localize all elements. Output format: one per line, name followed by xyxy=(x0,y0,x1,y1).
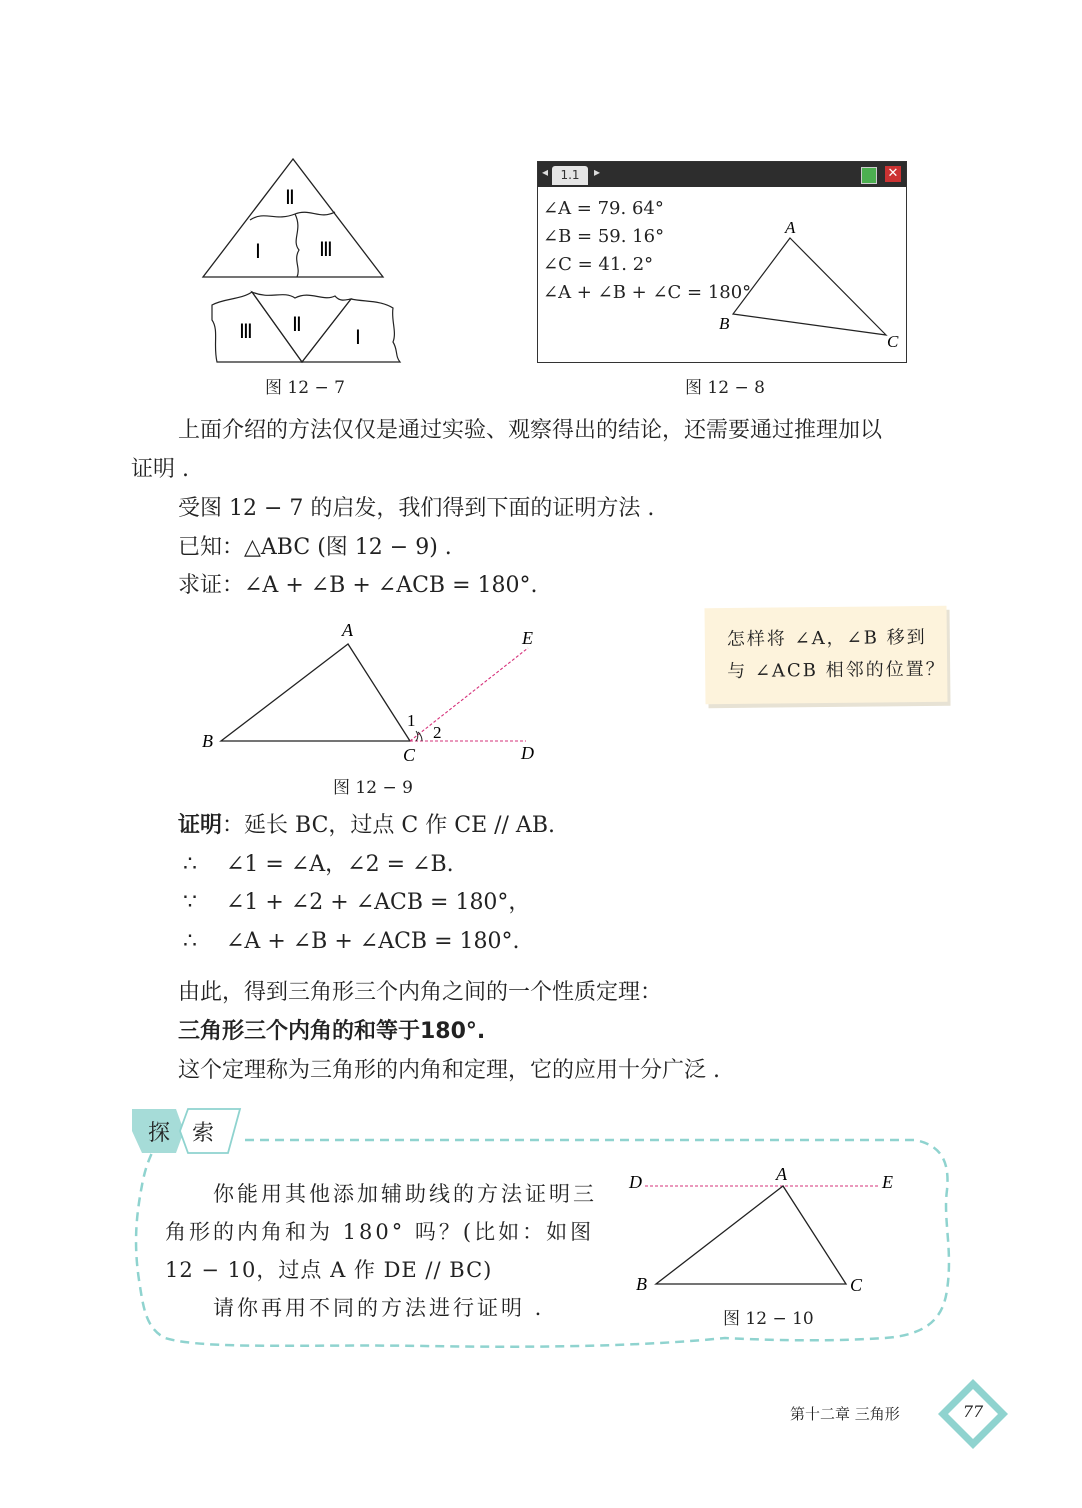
angle-label: 2 xyxy=(433,723,442,742)
tab-right-arrow-icon[interactable]: ▸ xyxy=(594,165,601,179)
figure-12-7 xyxy=(195,150,410,375)
paragraph-line: 证明 . xyxy=(131,457,189,482)
tear-line xyxy=(250,212,335,220)
page-number: 77 xyxy=(962,1402,984,1421)
explore-line: 12 − 10，过点 A 作 DE // BC) xyxy=(165,1258,493,1282)
piece-label: Ⅰ xyxy=(355,327,361,349)
note-line: 与 ∠ACB 相邻的位置？ xyxy=(727,658,946,683)
explore-tab-char: 索 xyxy=(192,1121,215,1146)
tab-left-arrow-icon[interactable]: ◂ xyxy=(542,165,549,179)
explore-line: 请你再用不同的方法进行证明 . xyxy=(213,1296,545,1320)
therefore-symbol: ∴ xyxy=(183,852,197,877)
calculator-screen xyxy=(537,161,907,363)
vertex-label: B xyxy=(719,314,730,333)
explore-line: 角形的内角和为 180° 吗？(比如：如图 xyxy=(165,1220,595,1244)
angle-label: 1 xyxy=(407,711,416,730)
proof-line: ∠1 + ∠2 + ∠ACB = 180°， xyxy=(226,890,531,915)
explore-tab-char: 探 xyxy=(148,1121,171,1146)
piece-label: Ⅱ xyxy=(285,187,295,209)
angle-sum: ∠A + ∠B + ∠C = 180° xyxy=(543,282,752,303)
figure-12-9 xyxy=(190,615,560,775)
proof-head-text: ：延长 BC，过点 C 作 CE // AB. xyxy=(222,813,555,838)
conclusion-intro: 由此，得到三角形三个内角之间的一个性质定理： xyxy=(178,980,663,1005)
piece-label: Ⅲ xyxy=(239,321,253,343)
vertex-label: C xyxy=(850,1275,863,1295)
hint-note xyxy=(705,606,948,705)
vertex-label: E xyxy=(882,1172,893,1192)
proof-line: ∠1 = ∠A，∠2 = ∠B. xyxy=(226,852,454,877)
tab-1-1[interactable]: 1.1 xyxy=(552,166,588,185)
chapter-footer: 第十二章 三角形 xyxy=(790,1405,900,1423)
tear-line xyxy=(295,214,299,277)
theorem-statement: 三角形三个内角的和等于180°. xyxy=(178,1019,486,1044)
vertex-label: A xyxy=(342,620,353,640)
figure-caption: 图 12 − 10 xyxy=(723,1309,814,1329)
piece-label: Ⅱ xyxy=(292,314,302,336)
figure-caption: 图 12 − 9 xyxy=(333,778,413,798)
figure-caption: 图 12 − 8 xyxy=(685,378,765,398)
vertex-label: A xyxy=(785,218,796,237)
piece-label: Ⅰ xyxy=(255,241,261,263)
therefore-symbol: ∴ xyxy=(183,929,197,954)
angle-measure: ∠A = 79. 64° xyxy=(543,198,664,219)
vertex-label: C xyxy=(403,745,416,765)
vertex-label: D xyxy=(629,1172,642,1192)
vertex-label: E xyxy=(522,628,533,648)
vertex-label: B xyxy=(202,731,213,751)
figure-12-10 xyxy=(625,1160,905,1300)
vertex-label: B xyxy=(636,1274,647,1294)
proof-line: ∠A + ∠B + ∠ACB = 180°. xyxy=(226,929,520,954)
piece-1-outline xyxy=(302,299,400,362)
angle-measure: ∠C = 41. 2° xyxy=(543,254,654,275)
vertex-label: C xyxy=(887,332,899,351)
figure-caption: 图 12 − 7 xyxy=(265,378,345,398)
explore-line: 你能用其他添加辅助线的方法证明三 xyxy=(213,1182,597,1206)
explore-tab-shape xyxy=(128,1107,243,1155)
calculator-triangle xyxy=(538,162,906,362)
because-symbol: ∵ xyxy=(183,890,197,915)
proof-label: 证明 xyxy=(178,813,223,838)
note-line: 怎样将 ∠A，∠B 移到 xyxy=(726,626,927,651)
triangle-outline xyxy=(203,159,383,277)
prove-statement: 求证：∠A + ∠B + ∠ACB = 180°. xyxy=(178,573,538,598)
piece-label: Ⅲ xyxy=(319,239,333,261)
paragraph-line: 受图 12 − 7 的启发，我们得到下面的证明方法 . xyxy=(178,496,655,521)
vertex-label: A xyxy=(776,1164,787,1184)
theorem-name: 这个定理称为三角形的内角和定理，它的应用十分广泛 . xyxy=(178,1058,720,1083)
piece-3-outline xyxy=(212,292,302,362)
paragraph-line: 上面介绍的方法仅仅是通过实验、观察得出的结论，还需要通过推理加以 xyxy=(178,418,883,443)
close-icon[interactable]: ✕ xyxy=(885,166,901,182)
given-statement: 已知：△ABC (图 12 − 9) . xyxy=(178,535,452,560)
angle-measure: ∠B = 59. 16° xyxy=(543,226,665,247)
proof-head xyxy=(178,811,555,841)
vertex-label: D xyxy=(521,743,534,763)
